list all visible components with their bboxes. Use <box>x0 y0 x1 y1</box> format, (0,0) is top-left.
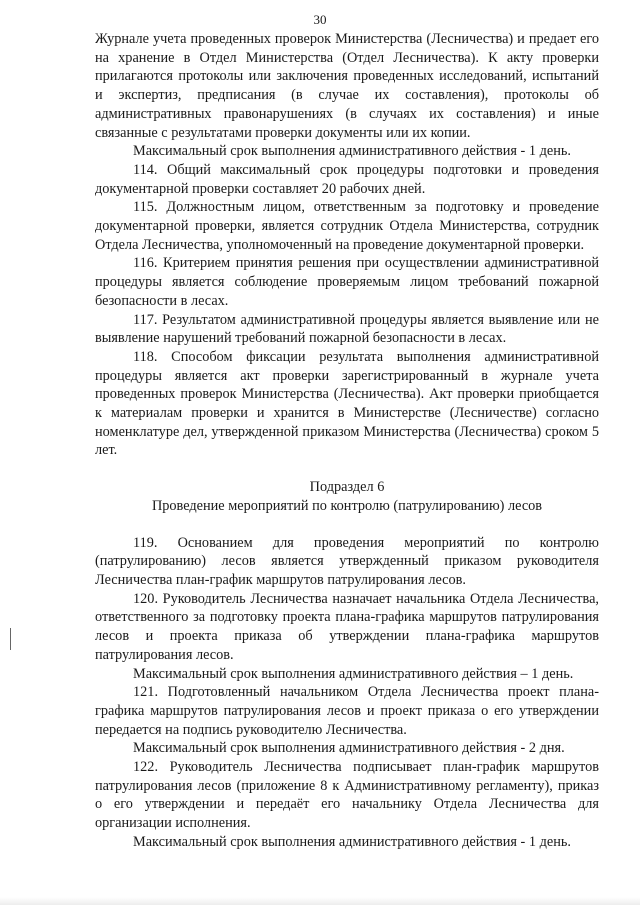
paragraph: Максимальный срок выполнения административного действия - 1 день. <box>133 143 571 160</box>
subsection-title: Проведение мероприятий по контролю (патрулированию) лесов <box>151 497 543 514</box>
paragraph: 114. Общий максимальный срок процедуры подготовки и проведения документарной проверки составляет 20 рабочих дней. <box>95 161 599 197</box>
paragraph: 117. Результатом административной процедуры является выявление или не выявление нарушений требований пожарной безопасности в лесах. <box>95 311 599 347</box>
paragraph: 118. Способом фиксации результата выполнения административной процедуры является акт проверки зарегистрированный в журнале учета проведенных проверок Министерства (Лесничества). Акт проверки приобщается к материалам проверки и хранится в Министерстве (Лесничестве) согласно номенклатуре дел, утвержденной приказом Министерства (Лесничества) сроком 5 лет. <box>95 348 599 459</box>
subsection-number: Подраздел 6 <box>309 479 385 496</box>
paragraph: 119. Основанием для проведения мероприятий по контролю (патрулированию) лесов является утвержденный приказом руководителя Лесничества план-график маршрутов патрулирования лесов. <box>95 534 599 588</box>
paragraph: Максимальный срок выполнения административного действия – 1 день. <box>133 665 574 682</box>
paragraph: Максимальный срок выполнения административного действия - 1 день. <box>133 833 571 850</box>
paragraphs-top <box>95 30 599 460</box>
paragraph: Максимальный срок выполнения административного действия - 2 дня. <box>133 740 565 757</box>
scan-bottom-edge <box>0 897 640 905</box>
paragraph: 122. Руководитель Лесничества подписывает план-график маршрутов патрулирования лесов (приложение 8 к Административному регламенту), приказ о его утверждении и передаёт его начальнику Отдела Лесничества для организации исполнения. <box>95 759 599 832</box>
paragraph: 115. Должностным лицом, ответственным за подготовку и проведение документарной проверки, является сотрудник Отдела Министерства, сотрудник Отдела Лесничества, уполномоченный на проведение документарной проверки. <box>95 199 599 253</box>
scan-margin-mark <box>10 628 11 650</box>
page-number: 30 <box>313 12 327 27</box>
paragraph: 120. Руководитель Лесничества назначает начальника Отдела Лесничества, ответственного за подготовку проекта плана-графика маршрутов патрулирования лесов и проекта приказа об утверждении плана-графика маршрутов патрулирования лесов. <box>95 590 599 663</box>
document-body <box>95 30 599 852</box>
paragraphs-bottom <box>95 534 599 852</box>
paragraph: 121. Подготовленный начальником Отдела Лесничества проект плана-графика маршрутов патрулирования лесов и проект приказа о его утверждении передается на подпись руководителю Лесничества. <box>95 684 599 738</box>
paragraph: Журнале учета проведенных проверок Министерства (Лесничества) и предает его на хранение в Отдел Министерства (Отдел Лесничества). К акту проверки прилагаются протоколы или заключения проведенных исследований, испытаний и экспертиз, предписания (в случае их составления), протоколы об административных правонарушениях (в случаях их составления) и иные связанные с результатами проверки документы или их копии. <box>95 31 599 141</box>
paragraph: 116. Критерием принятия решения при осуществлении административной процедуры является соблюдение проверяемым лицом требований пожарной безопасности в лесах. <box>95 255 599 309</box>
